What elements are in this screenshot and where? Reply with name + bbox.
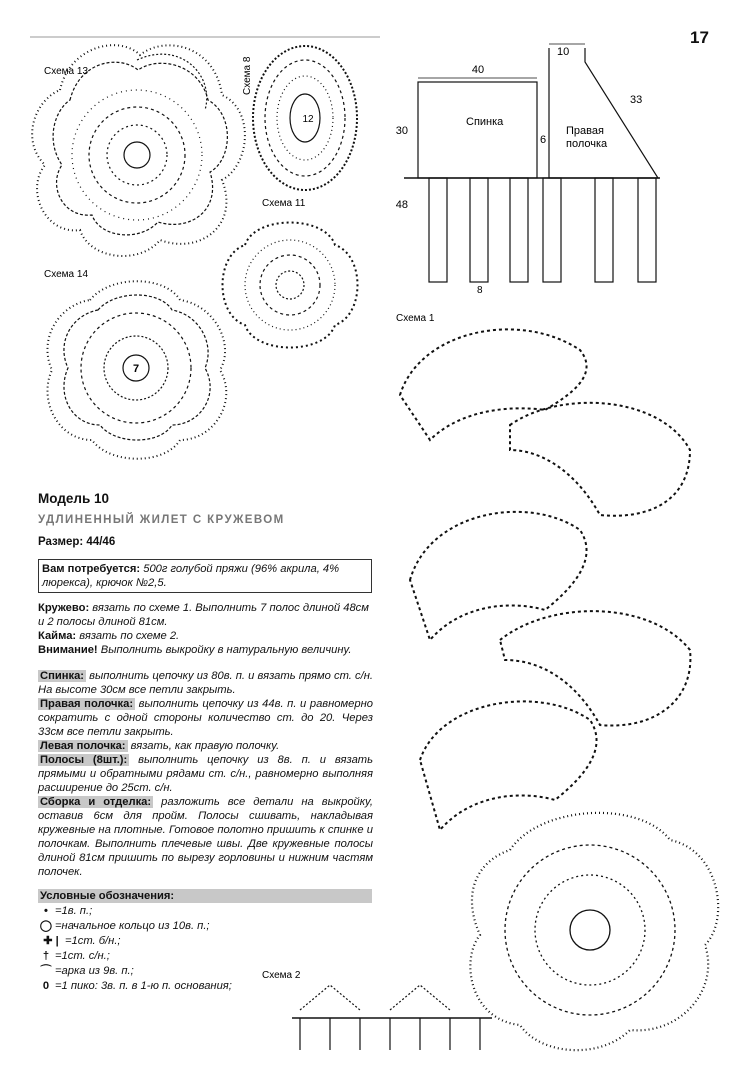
pattern-strips (429, 178, 656, 282)
materials-label: Вам потребуется: (42, 563, 141, 575)
scheme-11-label: Схема 11 (262, 198, 306, 209)
materials-box (38, 559, 372, 593)
legend-item (38, 933, 373, 948)
left-label: Левая полочка: (40, 740, 126, 752)
arch-icon: ⌒ (40, 964, 52, 977)
legend-text: =1ст. б/н.; (65, 934, 121, 947)
strips-text: выполнить цепочку из 8в. п. и вязать прямыми и обратными рядами ст. с/н., равномерно выполняя расширение до 25ст. с/н. (38, 754, 373, 794)
scheme-14-label: Схема 14 (44, 269, 89, 280)
dim-strip-width: 8 (477, 285, 483, 296)
lace-label: Кружево: (38, 602, 90, 614)
model-subtitle: УДЛИНЕННЫЙ ЖИЛЕТ С КРУЖЕВОМ (38, 514, 285, 526)
assembly-label: Сборка и отделка: (40, 796, 152, 808)
dim-front-height: 33 (630, 94, 643, 106)
attention-label: Внимание! (38, 644, 98, 656)
legend-item (38, 918, 373, 933)
scheme-2-diagram (292, 985, 492, 1050)
page-number: 17 (690, 28, 709, 47)
strips-label: Полосы (8шт.): (40, 754, 128, 766)
materials-text: 500г голубой пряжи (96% акрила, 4% люрекса), крючок №2,5. (42, 563, 340, 589)
instructions-column (38, 492, 373, 993)
left-paragraph (38, 739, 373, 753)
dim-top-width: 40 (471, 64, 485, 76)
lace-text: вязать по схеме 1. Выполнить 7 полос длиной 48см и 2 полосы длиной 81см. (38, 602, 369, 628)
back-label: Спинка: (40, 670, 85, 682)
dim-strip-length: 48 (395, 199, 408, 211)
attention-paragraph (38, 643, 373, 657)
vest-pattern (404, 44, 660, 282)
picot-icon: 0 (42, 979, 50, 992)
legend-item (38, 978, 373, 993)
dim-back-height: 30 (395, 125, 408, 137)
assembly-paragraph (38, 795, 373, 879)
legend-item (38, 948, 373, 963)
back-paragraph (38, 669, 373, 697)
dim-shoulder: 10 (557, 46, 570, 58)
legend-text: =1в. п.; (55, 904, 93, 917)
legend-text: =1 пико: 3в. п. в 1-ю п. основания; (55, 979, 232, 992)
scheme-8-label: Схема 8 (242, 56, 253, 95)
double-crochet-icon: † (42, 949, 50, 962)
starting-ring-icon: ◯ (39, 919, 53, 932)
legend-item (38, 963, 373, 978)
front-text: выполнить цепочку из 44в. п. и равномерно сократить с одной стороны количество ст. до 20. Через 33см все петли закрыть. (38, 698, 374, 738)
back-text: выполнить цепочку из 80в. п. и вязать прямо ст. с/н. На высоте 30см все петли закрыть. (38, 670, 373, 696)
legend-text: =начальное кольцо из 10в. п.; (55, 919, 210, 932)
front-paragraph (38, 697, 373, 739)
legend-title: Условные обозначения: (38, 889, 372, 903)
legend-text: =1ст. с/н.; (55, 949, 110, 962)
scheme-1-label: Схема 1 (396, 313, 435, 324)
pattern-front-label: Правая полочка (566, 125, 608, 150)
left-text: вязать, как правую полочку. (130, 740, 280, 752)
legend-list (38, 903, 373, 993)
attention-text: Выполнить выкройку в натуральную величину. (100, 644, 352, 656)
edge-label: Кайма: (38, 630, 77, 642)
legend-text: =арка из 9в. п.; (55, 964, 134, 977)
scheme-2-label: Схема 2 (262, 970, 301, 981)
front-label: Правая полочка: (40, 698, 134, 710)
dim-front-side: 6 (540, 134, 547, 146)
scheme-1-diagram (400, 329, 718, 1050)
edge-text: вязать по схеме 2. (79, 630, 180, 642)
assembly-text: разложить все детали на выкройку, оставив 6см для пройм. Полосы сшивать, накладывая кружевные на плотные. Готовое полотно пришить к спинке и полочкам. Выполнить плечевые швы. Две кружевные полосы длиной 81см пришить по вырезу горловины и нижним частям полочек. (38, 796, 373, 878)
scheme-14-center: 7 (132, 363, 140, 375)
legend-item (38, 903, 373, 918)
lace-paragraph (38, 601, 373, 629)
pattern-back-label: Спинка (466, 116, 504, 128)
scheme-8-center: 12 (302, 114, 314, 125)
scheme-11-diagram (223, 223, 358, 348)
chain-stitch-icon: • (44, 904, 48, 917)
model-title: Модель 10 (38, 491, 110, 506)
edge-paragraph (38, 629, 373, 643)
single-crochet-icon: ✚ | (43, 934, 59, 947)
scheme-13-label: Схема 13 (44, 66, 89, 77)
size-line: Размер: 44/46 (38, 536, 116, 548)
strips-paragraph (38, 753, 373, 795)
